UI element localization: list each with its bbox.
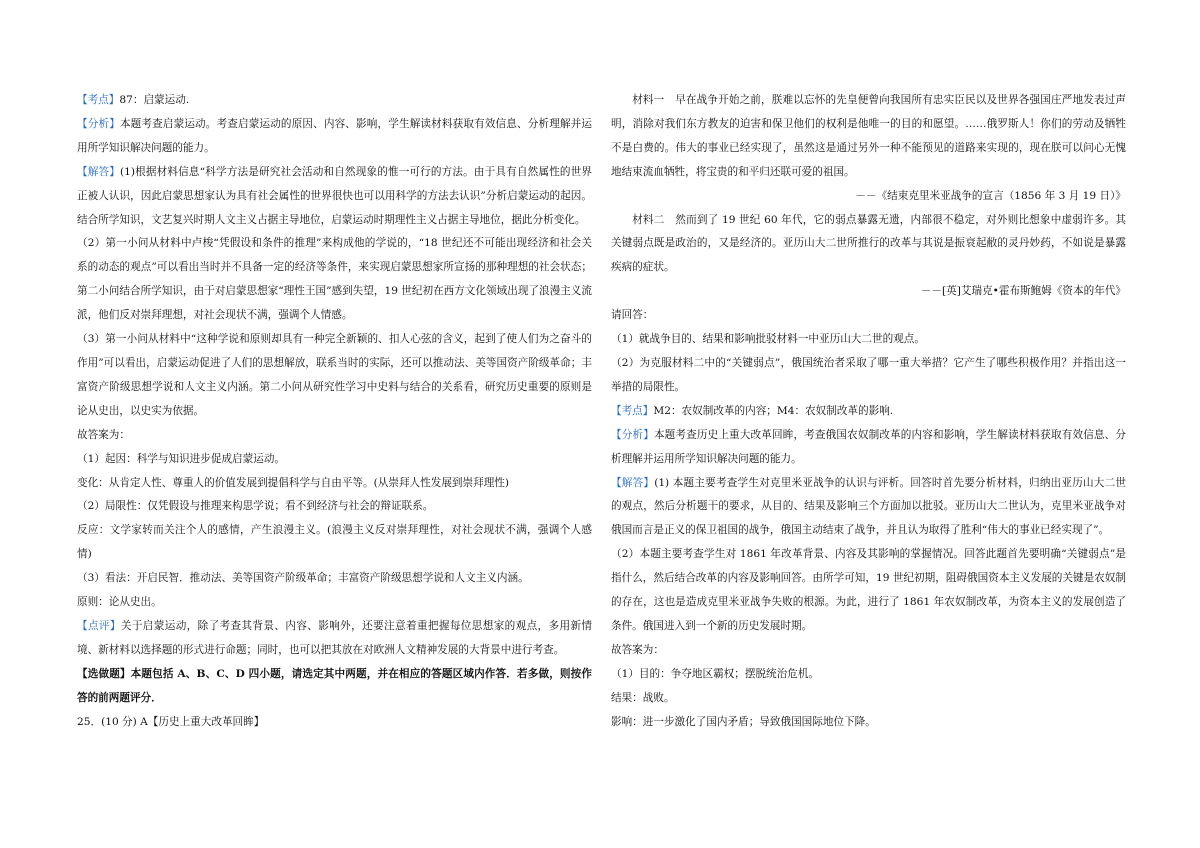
- answer-3-view: （3）看法：开启民智．推动法、美等国资产阶级革命；丰富资产阶级思想学说和人文主义内涵。: [77, 572, 529, 585]
- material-1-source: －－《结束克里米亚战争的宣言（1856 年 3 月 19 日）》: [855, 189, 1126, 202]
- question-1: （1）就战争目的、结果和影响批驳材料一中亚历山大二世的观点。: [611, 333, 925, 346]
- jieda-text: (1)根据材料信息“科学方法是研究社会活动和自然现象的惟一可行的方法。由于具有自然属性的世界正被人认识，因此启蒙思想家认为具有社会属性的世界很快也可以用科学的方法去认识”分析启蒙运动的起因。结合所学知识，文艺复兴时期人文主义占据主导地位，启蒙运动时期理性主义占据主导地位，据此分析变化。: [77, 165, 593, 226]
- answer-25-purpose: （1）目的：争夺地区霸权；摆脱统治危机。: [611, 667, 820, 680]
- right-column: [611, 89, 1126, 734]
- fenxi-tag-25: 【分析】: [611, 428, 654, 441]
- answer-1-cause: （1）起因：科学与知识进步促成启蒙运动。: [77, 452, 286, 465]
- kaodian-paragraph: [77, 89, 592, 113]
- question-2: （2）为克服材料二中的“关键弱点”，俄国统治者采取了哪一重大举措？它产生了哪些积极作用？并指出这一举措的局限性。: [611, 356, 1126, 393]
- answer-heading-25: 故答案为：: [611, 643, 664, 656]
- kaodian-tag: 【考点】: [77, 94, 120, 106]
- analysis-part-3: （3）第一小问从材料中“这种学说和原则却具有一种完全新颖的、扣人心弦的含义，起到了使人们为之奋斗的作用”可以看出，启蒙运动促进了人们的思想解放，联系当时的实际，还可以推动法、美等国资产阶级革命；丰富资产阶级思想学说和人文主义内涵。第二小问从研究性学习中史料与结合的关系看，研究历史重要的原则是论从史出，以史实为依据。: [77, 333, 592, 417]
- analysis-25-part-2: （2）本题主要考查学生对 1861 年改革背景、内容及其影响的掌握情况。回答此题首先要明确“关键弱点”是指什么，然后结合改革的内容及影响回答。由所学可知，19 世纪初期，阻碍俄国资本主义发展的关键是农奴制的存在，这也是造成克里米亚战争失败的根源。为此，进行了 1861 年农奴制改革，为资本主义的发展创造了条件。俄国进入到一个新的历史发展时期。: [611, 548, 1126, 632]
- elective-instructions: 【选做题】本题包括 A、B、C、D 四小题，请选定其中两题，并在相应的答题区域内作答．若多做，则按作答的前两题评分．: [77, 667, 592, 704]
- jieda-paragraph: [77, 161, 592, 233]
- material-1: 材料一 早在战争开始之前，朕难以忘怀的先皇便曾向我国所有忠实臣民以及世界各强国庄严地发表过声明，消除对我们东方教友的迫害和保卫他们的权利是他唯一的目的和愿望。……俄罗斯人！你们的劳动及牺牲不是白费的。伟大的事业已经实现了，虽然这是通过另外一种不能预见的道路来实现的，现在朕可以问心无愧地结束流血牺牲，将宝贵的和平归还联可爱的祖国。: [611, 94, 1126, 178]
- kaodian-paragraph-25: [611, 400, 1126, 424]
- dianping-paragraph: [77, 615, 592, 663]
- fenxi-paragraph-25: [611, 424, 1126, 472]
- kaodian-text-25: M2：农奴制改革的内容；M4：农奴制改革的影响.: [653, 404, 894, 417]
- dianping-text: 关于启蒙运动，除了考查其背景、内容、影响外，还要注意着重把握每位思想家的观点，多用新情境、新材料以选择题的形式进行命题；同时，也可以把其放在对欧洲人文精神发展的大背景中进行考查。: [77, 619, 593, 656]
- fenxi-tag: 【分析】: [77, 117, 120, 130]
- fenxi-text: 本题考查启蒙运动。考查启蒙运动的原因、内容、影响，学生解读材料获取有效信息、分析理解并运用所学知识解决问题的能力。: [77, 117, 593, 154]
- analysis-part-2: （2）第一小问从材料中卢梭“凭假设和条件的推理”来构成他的学说的，“18 世纪还不可能出现经济和社会关系的动态的观点”可以看出当时并不具备一定的经济等条件，来实现启蒙思想家所宣扬的那种理想的社会状态；第二小问结合所学知识，由于对启蒙思想家“理性王国”感到失望，19 世纪初在西方文化领域出现了浪漫主义流派，他们反对崇拜理想，对社会现状不满，强调个人情感。: [77, 237, 592, 322]
- material-2-source: －－[英]艾瑞克•霍布斯鲍姆《资本的年代》: [920, 285, 1126, 298]
- answer-2-limitation: （2）局限性：仅凭假设与推理来构思学说；看不到经济与社会的辩证联系。: [77, 500, 434, 513]
- material-2: 材料二 然而到了 19 世纪 60 年代，它的弱点暴露无遗，内部很不稳定，对外则比想象中虚弱许多。其关键弱点既是政治的，又是经济的。亚历山大二世所推行的改革与其说是振衰起敝的灵丹妙药，不如说是暴露疾病的症状。: [611, 213, 1126, 274]
- question-25-heading: 25．(10 分) A【历史上重大改革回眸】: [77, 715, 265, 728]
- jieda-text-25: (1) 本题主要考查学生对克里米亚战争的认识与评析。回答时首先要分析材料，归纳出亚历山大二世的观点，然后分析题干的要求，从目的、结果及影响三个方面加以批驳。亚历山大二世认为，克里米亚战争对俄国而言是正义的保卫祖国的战争，俄国主动结束了战争，并且认为取得了胜利“伟大的事业已经实现了”。: [611, 476, 1126, 537]
- jieda-tag: 【解答】: [77, 165, 120, 178]
- answer-25-impact: 影响：进一步激化了国内矛盾；导致俄国国际地位下降。: [611, 715, 876, 728]
- kaodian-text: 87：启蒙运动.: [119, 94, 190, 106]
- answer-1-change: 变化：从肯定人性、尊重人的价值发展到提倡科学与自由平等。(从崇拜人性发展到崇拜理性): [77, 476, 510, 489]
- answer-2-reaction: 反应：文学家转而关注个人的感情，产生浪漫主义。(浪漫主义反对崇拜理性，对社会现状不满，强调个人感情): [77, 524, 592, 561]
- left-column: [77, 89, 592, 734]
- jieda-paragraph-25: [611, 472, 1126, 544]
- answer-25-result: 结果：战败。: [611, 691, 675, 704]
- jieda-tag-25: 【解答】: [611, 476, 655, 489]
- kaodian-tag-25: 【考点】: [611, 404, 654, 417]
- question-prompt: 请回答：: [611, 309, 654, 322]
- fenxi-paragraph: [77, 113, 592, 161]
- fenxi-text-25: 本题考查历史上重大改革回眸，考查俄国农奴制改革的内容和影响，学生解读材料获取有效信息、分析理解并运用所学知识解决问题的能力。: [611, 428, 1127, 465]
- answer-heading: 故答案为：: [77, 428, 130, 441]
- dianping-tag: 【点评】: [77, 619, 121, 632]
- answer-3-principle: 原则：论从史出。: [77, 596, 162, 609]
